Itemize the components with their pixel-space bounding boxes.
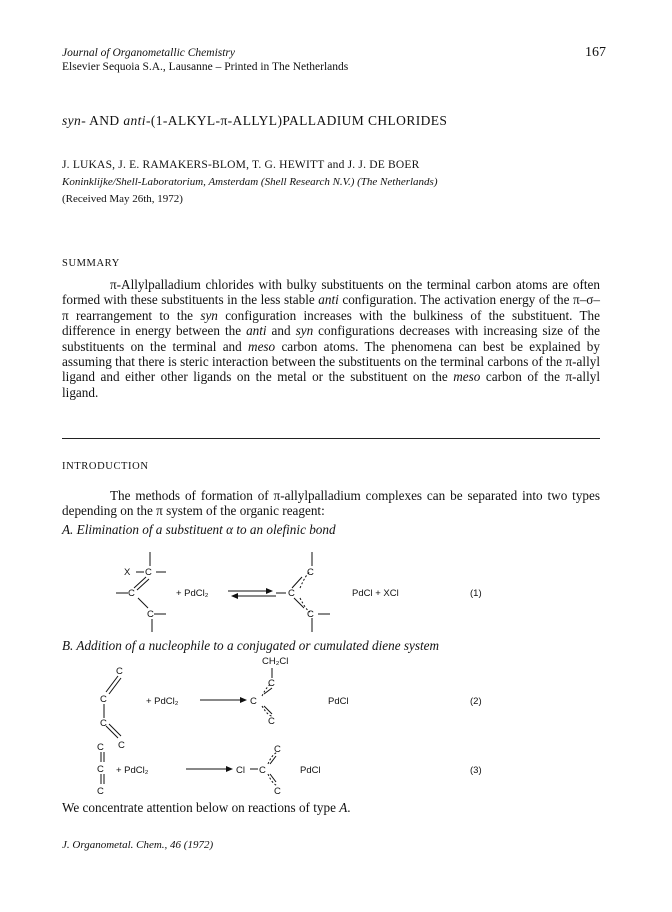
- eq2-product-c-bot: C: [268, 716, 275, 727]
- eq3-c1: C: [97, 742, 104, 753]
- eq3-product: PdCl: [300, 765, 321, 776]
- summary-term: anti: [318, 292, 339, 308]
- eq2-c2: C: [100, 694, 107, 705]
- eq3-c2: C: [97, 764, 104, 775]
- summary-text: carbon of the π-allyl ligand.: [62, 369, 600, 400]
- type-b-heading: B. Addition of a nucleophile to a conjugated or cumulated diene system: [62, 638, 439, 653]
- eq3-product-c-top: C: [274, 744, 281, 755]
- summary-text: carbon atoms. The phenomena can best be explained by assuming that there is steric interaction between the substituents on the terminal carbons of the π-allyl ligand and either other ligands on the metal or the substituent on the: [62, 338, 600, 385]
- summary-term: anti: [246, 323, 267, 339]
- title-anti: anti: [123, 113, 146, 128]
- eq1-c-top: C: [145, 567, 152, 578]
- introduction-paragraph: The methods of formation of π-allylpalladium complexes can be separated into two types depending on the π system of the organic reagent:: [62, 488, 600, 519]
- eq1-product: PdCl + XCl: [352, 588, 399, 599]
- scheme-eq1-labels: [124, 567, 482, 620]
- eq2-product: PdCl: [328, 696, 349, 707]
- scheme-eq3-labels: [97, 742, 482, 797]
- eq3-product-c-mid: C: [259, 765, 266, 776]
- publisher-line: Elsevier Sequoia S.A., Lausanne – Printed in The Netherlands: [62, 61, 349, 73]
- summary-heading: SUMMARY: [62, 258, 120, 269]
- author-list: J. LUKAS, J. E. RAMAKERS-BLOM, T. G. HEWITT and J. J. DE BOER: [62, 159, 420, 171]
- eq2-number: (2): [470, 696, 482, 707]
- summary-text: configurations decreases with increasing size of the substituents on the terminal and: [62, 323, 600, 354]
- conclusion-type: A: [339, 800, 348, 815]
- title-rest: -(1-ALKYL-π-ALLYL)PALLADIUM CHLORIDES: [145, 113, 448, 128]
- eq1-x-label: X: [124, 567, 131, 578]
- eq3-cl: Cl: [236, 765, 245, 776]
- title-syn: syn-: [62, 113, 87, 128]
- summary-text: π-Allylpalladium chlorides with bulky substituents on the terminal carbon atoms are often formed with these substituents in the less stable: [62, 277, 600, 308]
- summary-term: syn: [200, 307, 218, 323]
- eq1-number: (1): [470, 588, 482, 599]
- type-a-heading: A. Elimination of a substituent α to an olefinic bond: [62, 522, 336, 537]
- conclusion-text: We concentrate attention below on reactions of type: [62, 800, 340, 815]
- introduction-heading: INTRODUCTION: [62, 461, 149, 472]
- summary-term: syn: [295, 323, 314, 339]
- eq2-product-c-top: C: [268, 678, 275, 689]
- page-number: 167: [585, 45, 606, 60]
- eq3-product-c-bot: C: [274, 786, 281, 797]
- eq3-number: (3): [470, 765, 482, 776]
- affiliation: Koninklijke/Shell-Laboratorium, Amsterdam (Shell Research N.V.) (The Netherlands): [62, 176, 438, 188]
- eq2-ch2cl: CH₂Cl: [262, 656, 289, 667]
- conclusion-period: .: [347, 800, 351, 815]
- eq3-c3: C: [97, 786, 104, 797]
- received-date: (Received May 26th, 1972): [62, 193, 183, 205]
- eq1-c-mid: C: [128, 588, 135, 599]
- journal-name: Journal of Organometallic Chemistry: [62, 47, 236, 59]
- eq2-product-c-mid: C: [250, 696, 257, 707]
- scheme-eq1: [116, 552, 330, 632]
- summary-text: configuration. The activation energy of the π–σ–π rearrangement to the: [62, 292, 600, 323]
- page-footer: J. Organometal. Chem., 46 (1972): [62, 839, 214, 851]
- eq3-reagent: + PdCl₂: [116, 765, 149, 776]
- eq1-c-bot: C: [147, 609, 154, 620]
- scheme-eq2-labels: [100, 656, 482, 751]
- eq1-product-c-bot: C: [307, 609, 314, 620]
- eq2-reagent: + PdCl₂: [146, 696, 179, 707]
- summary-text: configuration increases with the bulkiness of the substituent. The difference in energy between the: [62, 307, 600, 339]
- eq1-product-c-mid: C: [288, 588, 295, 599]
- eq1-reagent: + PdCl₂: [176, 588, 209, 599]
- eq2-c4: C: [118, 740, 125, 751]
- summary-term: meso: [248, 338, 276, 354]
- summary-term: meso: [453, 369, 481, 385]
- eq1-product-c-top: C: [307, 567, 314, 578]
- eq2-c1: C: [116, 666, 123, 677]
- concluding-sentence: [62, 800, 351, 816]
- eq2-c3: C: [100, 718, 107, 729]
- summary-text: and: [266, 323, 296, 339]
- scheme-eq2: [104, 668, 272, 738]
- title-and: AND: [86, 113, 124, 128]
